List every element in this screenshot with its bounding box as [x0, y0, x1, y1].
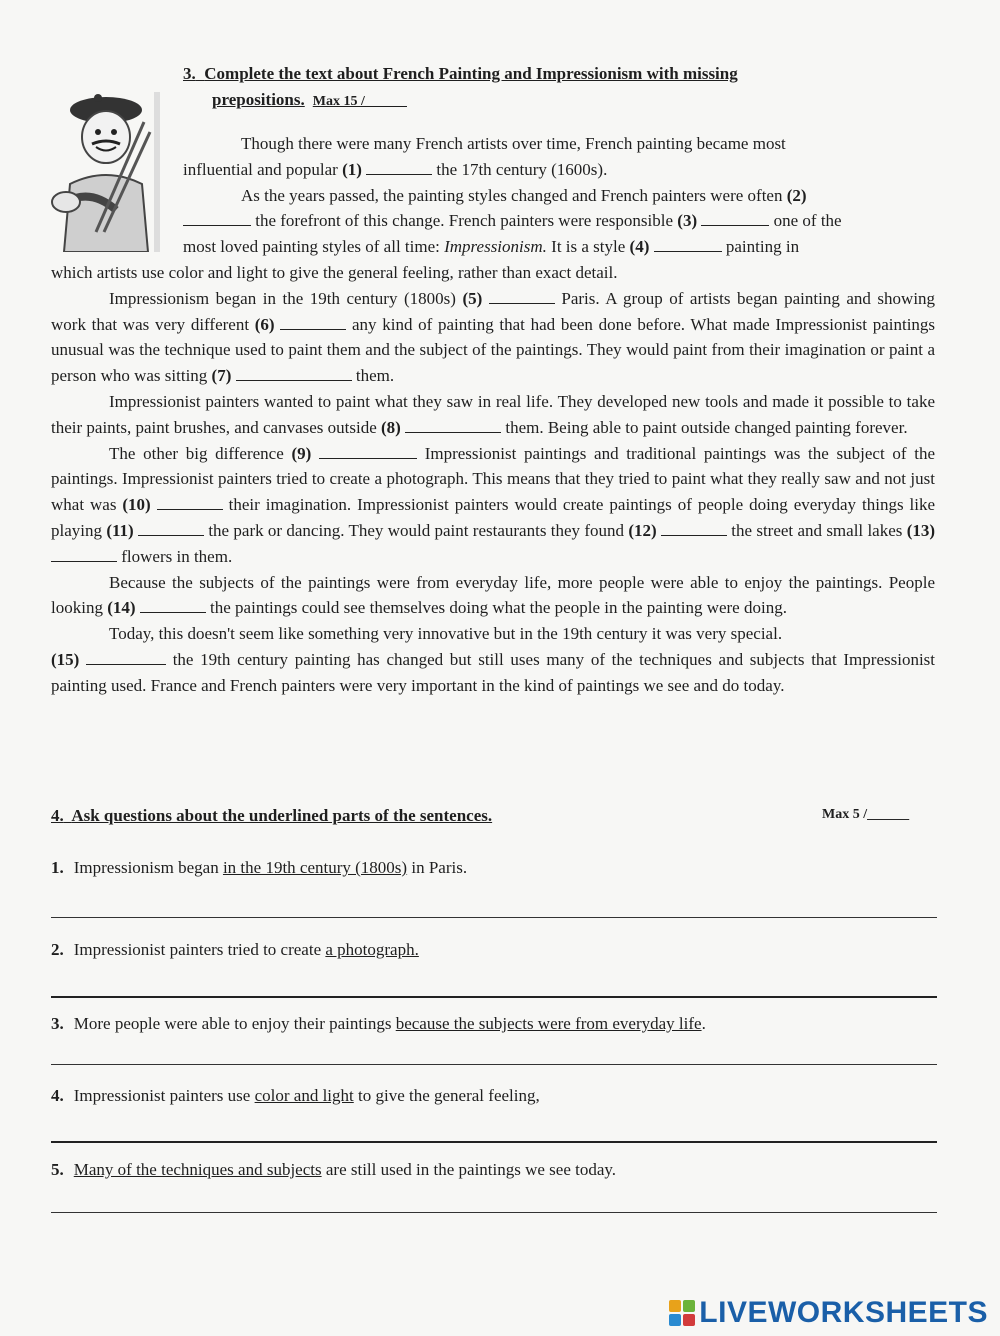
gap-6-blank[interactable] — [280, 315, 346, 330]
text: It is a style — [551, 237, 626, 257]
text: . — [701, 1014, 706, 1033]
question-4 — [51, 1086, 540, 1106]
section3-title-line1: Complete the text about French Painting and Impressionism with missing — [204, 64, 738, 83]
answer-line-2[interactable] — [51, 996, 937, 998]
question-2 — [51, 940, 419, 960]
text: painting in — [725, 237, 800, 257]
paragraph-1-line2 — [183, 157, 935, 183]
paragraph-7 — [51, 621, 935, 647]
paragraph-6 — [51, 570, 935, 622]
answer-line-5[interactable] — [51, 1212, 937, 1213]
text: which artists use color and light to give the general feeling, rather than exact detail. — [51, 263, 618, 282]
question-number: 1. — [51, 858, 64, 877]
text: most loved painting styles of all time: — [183, 237, 440, 257]
text: the 17th century (1600s). — [436, 159, 608, 179]
text: Impressionist painters use — [73, 1086, 251, 1105]
gap-number-9: (9) — [291, 443, 312, 463]
paragraph-2-line4 — [51, 260, 935, 286]
text: them. — [355, 366, 395, 386]
underlined-part: a photograph. — [325, 940, 419, 959]
text: Because the subjects of the paintings were from everyday life, more people were able to enjoy the paintings. People looking — [51, 572, 935, 618]
text: the paintings could see themselves doing what the people in the painting were doing. — [210, 598, 787, 618]
gap-number-13: (13) — [906, 520, 936, 540]
text: Impressionism began in the 19th century (1800s) — [109, 288, 456, 308]
underlined-part: color and light — [254, 1086, 354, 1105]
text: the forefront of this change. French painters were responsible — [255, 211, 674, 231]
text: their imagination. Impressionist painters would create paintings of people doing everyday things like playing — [51, 495, 936, 540]
text: influential and popular — [183, 159, 338, 179]
section4-heading — [51, 806, 492, 826]
gap-15-blank[interactable] — [86, 650, 166, 665]
gap-number-12: (12) — [628, 520, 657, 540]
question-number: 4. — [51, 1086, 64, 1105]
question-number: 5. — [51, 1160, 64, 1179]
answer-line-4[interactable] — [51, 1141, 937, 1143]
text: flowers in them. — [121, 546, 233, 566]
paragraph-5 — [51, 441, 935, 570]
gap-2-blank[interactable] — [183, 211, 251, 226]
paragraph-8 — [51, 647, 935, 699]
paragraph-2-line3 — [183, 234, 935, 260]
text: Impressionist paintings and traditional paintings was the subject of the paintings. Impressionist painters tried to create a photograph. This means that they tried to paint what they really saw and not just what was — [51, 443, 935, 515]
section3-heading — [183, 64, 738, 84]
answer-line-1[interactable] — [51, 917, 937, 918]
question-number: 2. — [51, 940, 64, 959]
painter-illustration — [46, 92, 164, 252]
gap-number-5: (5) — [462, 288, 483, 308]
liveworksheets-icon — [669, 1300, 695, 1326]
gap-14-blank[interactable] — [140, 598, 206, 613]
text: Though there were many French artists over time, French painting became most — [241, 134, 786, 153]
gap-7-blank[interactable] — [236, 366, 352, 381]
gap-number-4: (4) — [629, 237, 650, 257]
text: are still used in the paintings we see today. — [325, 1160, 617, 1179]
text: in Paris. — [411, 858, 468, 877]
answer-line-3[interactable] — [51, 1064, 937, 1065]
gap-number-8: (8) — [381, 417, 401, 437]
paragraph-1-line — [183, 131, 935, 157]
liveworksheets-logo — [669, 1296, 988, 1330]
underlined-part: because the subjects were from everyday life — [395, 1014, 702, 1033]
paragraph-3 — [51, 286, 935, 389]
gap-number-7: (7) — [211, 366, 232, 386]
section4-max-score: Max 5 /______ — [822, 807, 910, 822]
text: As the years passed, the painting styles changed and French painters were often — [241, 185, 783, 205]
text: Today, this doesn't seem like something very innovative but in the 19th century it was very special. — [109, 624, 783, 644]
gap-number-2: (2) — [786, 185, 807, 205]
paragraph-4 — [51, 389, 935, 441]
gap-11-blank[interactable] — [138, 521, 204, 536]
gap-number-10: (10) — [122, 495, 151, 515]
text: Impressionist painters wanted to paint what they saw in real life. They developed new tools and made it possible to take their paints, paint brushes, and canvases outside — [51, 391, 935, 437]
section3-heading-line2 — [212, 90, 407, 110]
gap-number-1: (1) — [342, 159, 362, 179]
impressionism-italic: Impressionism. — [444, 237, 547, 257]
section3-title-line2: prepositions. — [212, 90, 305, 109]
section4-number: 4. — [51, 806, 64, 825]
paragraph-1 — [183, 131, 935, 260]
gap-13-blank[interactable] — [51, 547, 117, 562]
text: the street and small lakes — [731, 520, 903, 540]
text: The other big difference — [109, 443, 284, 463]
text: the 19th century painting has changed but still uses many of the techniques and subjects that Impressionist painting used. France and French painters were very important in the kind of paintings we see and do today. — [51, 649, 935, 695]
section3-number: 3. — [183, 64, 196, 83]
section3-max-score: Max 15 /______ — [312, 94, 407, 109]
text: More people were able to enjoy their paintings — [73, 1014, 392, 1033]
brand-text: LIVEWORKSHEETS — [699, 1296, 988, 1329]
text: any kind of painting that had been done before. What made Impressionist paintings unusual was the technique used to paint them and the subject of the paintings. They would paint from their imagination or paint a person who was sitting — [51, 314, 936, 386]
underlined-part: in the 19th century (1800s) — [222, 858, 408, 877]
question-number: 3. — [51, 1014, 64, 1033]
question-5 — [51, 1160, 616, 1180]
gap-3-blank[interactable] — [701, 211, 769, 226]
gap-number-11: (11) — [106, 520, 134, 540]
text: Paris. A group of artists began painting and showing work that was very different — [51, 288, 936, 334]
paragraph-rest — [51, 260, 935, 699]
text: the park or dancing. They would paint restaurants they found — [208, 520, 624, 540]
question-1 — [51, 858, 467, 878]
text: to give the general feeling, — [358, 1086, 540, 1105]
section4-title: Ask questions about the underlined parts of the sentences. — [71, 806, 493, 825]
gap-number-14: (14) — [107, 598, 136, 618]
paragraph-2-line1 — [183, 183, 935, 209]
underlined-part: Many of the techniques and subjects — [73, 1160, 322, 1179]
gap-number-3: (3) — [677, 211, 698, 231]
gap-number-6: (6) — [254, 314, 275, 334]
question-3 — [51, 1014, 706, 1034]
gap-10-blank[interactable] — [157, 495, 223, 510]
gap-number-15: (15) — [51, 649, 80, 669]
gap-5-blank[interactable] — [489, 289, 555, 304]
gap-4-blank[interactable] — [654, 237, 722, 252]
gap-1-blank[interactable] — [366, 160, 432, 175]
gap-8-blank[interactable] — [405, 418, 501, 433]
gap-9-blank[interactable] — [319, 444, 417, 459]
gap-12-blank[interactable] — [661, 521, 727, 536]
text: Impressionist painters tried to create — [73, 940, 322, 959]
paragraph-2-line2 — [183, 208, 935, 234]
text: Impressionism began — [73, 858, 219, 877]
text: them. Being able to paint outside changed painting forever. — [505, 417, 908, 437]
text: one of the — [773, 211, 842, 231]
